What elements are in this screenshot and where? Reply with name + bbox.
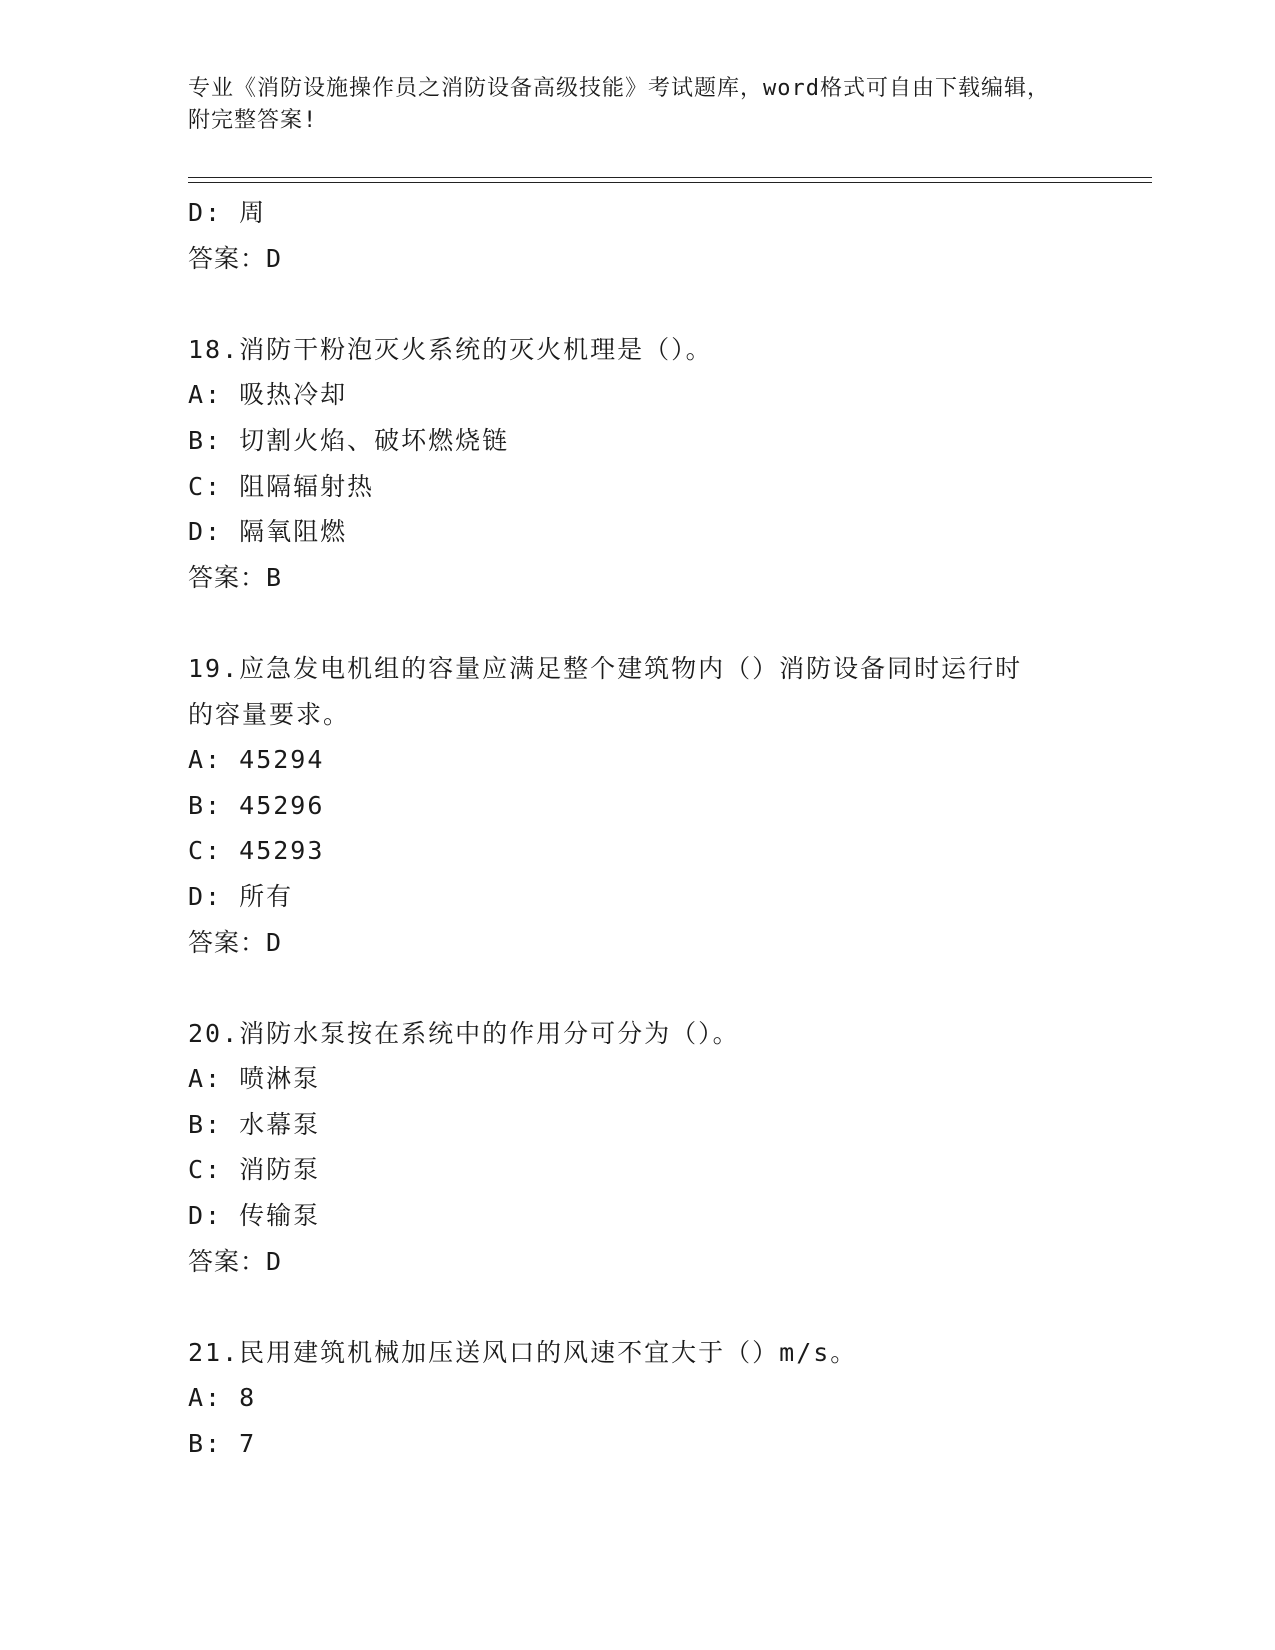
document-body bbox=[188, 190, 1088, 1467]
document-header: 专业《消防设施操作员之消防设备高级技能》考试题库，word格式可自由下载编辑，附完整答案! bbox=[188, 76, 1050, 133]
option-a: A: 8 bbox=[188, 1383, 257, 1413]
option-c: C: 阻隔辐射热 bbox=[188, 471, 375, 501]
option-d: D: 隔氧阻燃 bbox=[188, 517, 348, 547]
question-stem: 21.民用建筑机械加压送风口的风速不宜大于（）m/s。 bbox=[188, 1337, 858, 1367]
option-d: D: 周 bbox=[188, 198, 267, 227]
answer-line: 答案：B bbox=[188, 562, 283, 592]
answer-line: 答案：D bbox=[188, 243, 283, 273]
spacer bbox=[188, 281, 1088, 327]
option-c: C: 消防泵 bbox=[188, 1155, 321, 1185]
question-stem: 20.消防水泵按在系统中的作用分可分为（）。 bbox=[188, 1018, 740, 1048]
option-d: D: 传输泵 bbox=[188, 1201, 321, 1231]
option-a: A: 45294 bbox=[188, 745, 325, 775]
option-d: D: 所有 bbox=[188, 881, 294, 911]
option-c: C: 45293 bbox=[188, 836, 325, 866]
spacer bbox=[188, 600, 1088, 646]
header-divider-top bbox=[188, 177, 1152, 178]
header-divider-bottom bbox=[188, 182, 1152, 183]
option-a: A: 喷淋泵 bbox=[188, 1064, 321, 1094]
answer-line: 答案：D bbox=[188, 1246, 283, 1276]
option-b: B: 7 bbox=[188, 1429, 257, 1459]
spacer bbox=[188, 965, 1088, 1011]
option-b: B: 水幕泵 bbox=[188, 1109, 321, 1139]
option-b: B: 45296 bbox=[188, 790, 325, 820]
question-stem: 19.应急发电机组的容量应满足整个建筑物内（）消防设备同时运行时 bbox=[188, 653, 1023, 683]
question-stem: 18.消防干粉泡灭火系统的灭火机理是（）。 bbox=[188, 334, 713, 364]
question-stem-continued: 的容量要求。 bbox=[188, 699, 351, 729]
spacer bbox=[188, 1284, 1088, 1330]
answer-line: 答案：D bbox=[188, 927, 283, 957]
option-a: A: 吸热冷却 bbox=[188, 380, 348, 410]
option-b: B: 切割火焰、破坏燃烧链 bbox=[188, 425, 510, 455]
